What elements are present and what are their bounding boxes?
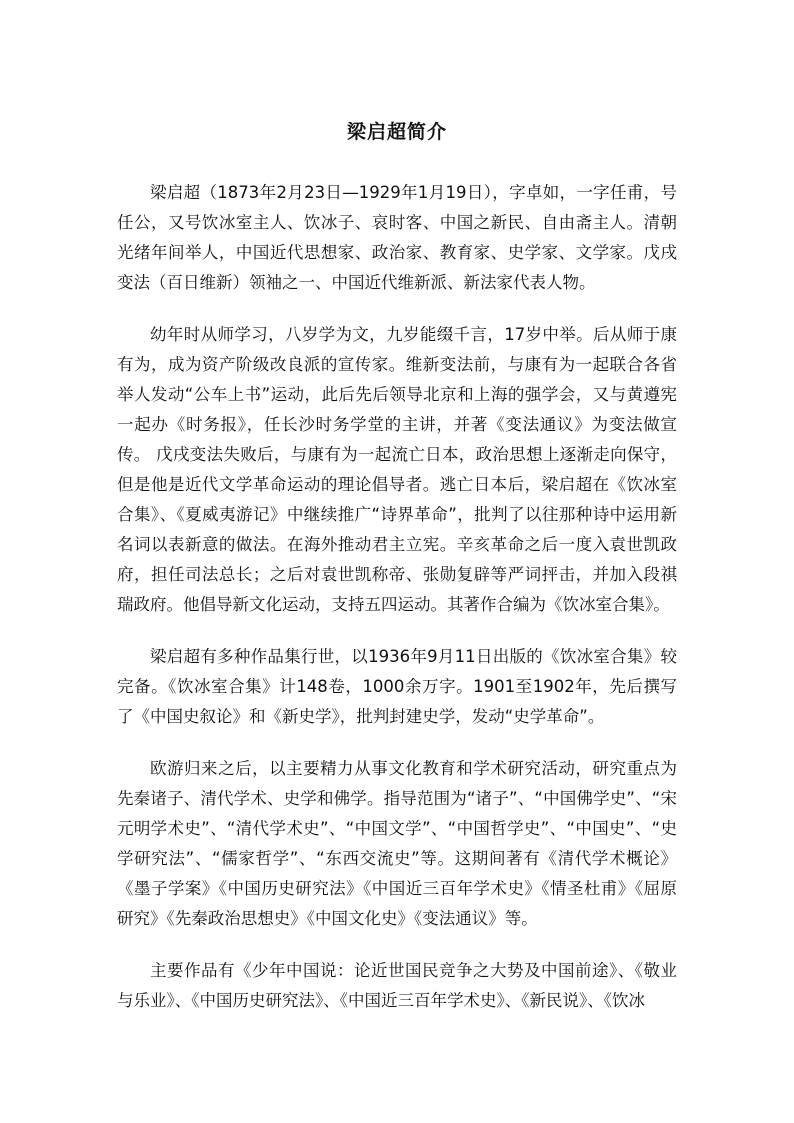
paragraph-main-works: 主要作品有《少年中国说：论近世国民竞争之大势及中国前途》、《敬业与乐业》、《中国历史研究法》、《中国近三百年学术史》、《新民说》、《饮冰 [117,961,677,1010]
paragraph-works-collection: 梁启超有多种作品集行世，以1936年9月11日出版的《饮冰室合集》较完备。《饮冰室合集》计148卷，1000余万字。1901至1902年，先后撰写了《中国史叙论》和《新史学》，批判封建史学，发动“史学革命”。 [117,647,677,726]
paragraph-academic-research: 欧游归来之后，以主要精力从事文化教育和学术研究活动，研究重点为先秦诸子、清代学术、史学和佛学。指导范围为“诸子”、“中国佛学史”、“宋元明学术史”、“清代学术史”、“中国文学”、“中国哲学史”、“中国史”、“史学研究法”、“儒家哲学”、“东西交流史”等。这期间著有《清代学术概论》《墨子学案》《中国历史研究法》《中国近三百年学术史》《情圣杜甫》《屈原研究》《先秦政治思想史》《中国文化史》《变法通议》等。 [117,759,677,928]
document-body [117,178,677,1038]
paragraph-early-life: 幼年时从师学习，八岁学为文，九岁能缀千言，17岁中举。后从师于康有为，成为资产阶级改良派的宣传家。维新变法前，与康有为一起联合各省举人发动“公车上书”运动，此后先后领导北京和上海的强学会，又与黄遵宪一起办《时务报》，任长沙时务学堂的主讲，并著《变法通议》为变法做宣传。 戊戌变法失败后，与康有为一起流亡日本，政治思想上逐渐走向保守，但是他是近代文学革命运动的理论倡导者。逃亡日本后，梁启超在《饮冰室合集》、《夏威夷游记》中继续推广“诗界革命”，批判了以往那种诗中运用新名词以表新意的做法。在海外推动君主立宪。辛亥革命之后一度入袁世凯政府，担任司法总长；之后对袁世凯称帝、张勋复辟等严词抨击，并加入段祺瑞政府。他倡导新文化运动，支持五四运动。其著作合编为《饮冰室合集》。 [117,325,677,614]
paragraph-intro: 梁启超（1873年2月23日—1929年1月19日），字卓如，一字任甫，号任公，又号饮冰室主人、饮冰子、哀时客、中国之新民、自由斋主人。清朝光绪年间举人，中国近代思想家、政治家、教育家、史学家、文学家。戊戌变法（百日维新）领袖之一、中国近代维新派、新法家代表人物。 [117,183,677,292]
document-title: 梁启超简介 [346,121,447,143]
